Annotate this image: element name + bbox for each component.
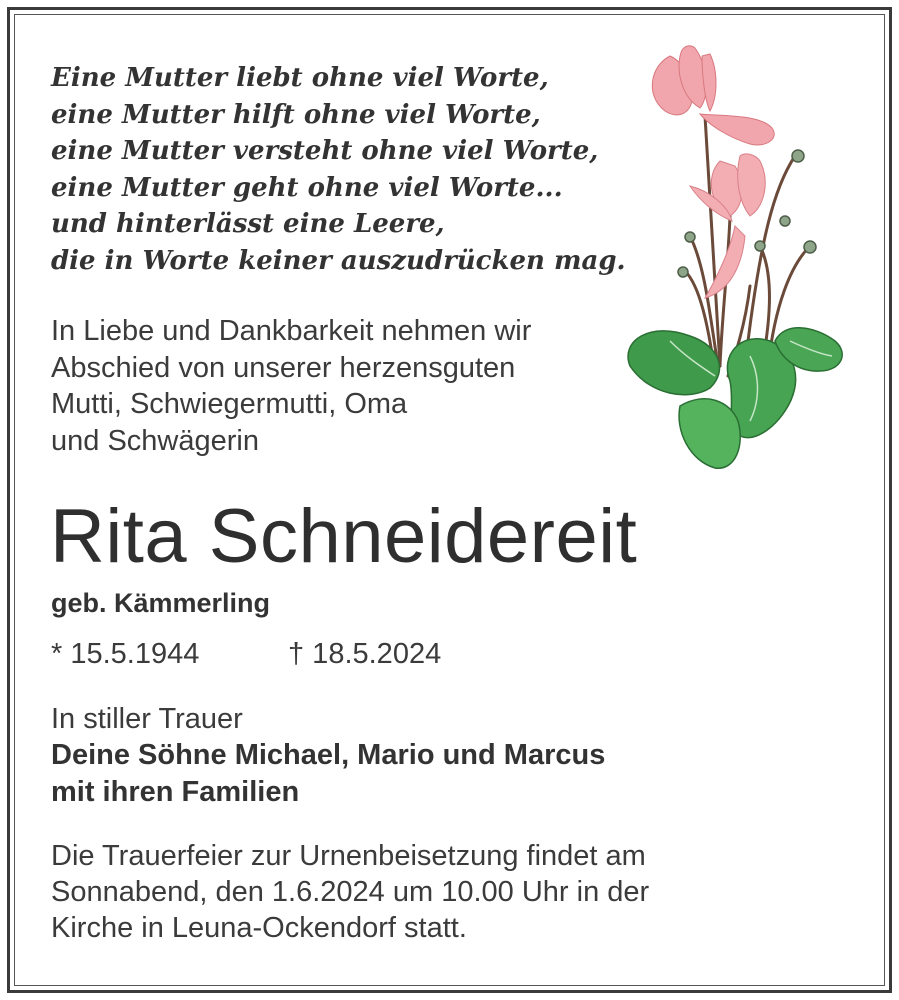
mourning-intro — [51, 701, 243, 737]
life-dates — [51, 634, 442, 674]
intro-line: In Liebe und Dankbarkeit nehmen wir — [51, 315, 532, 347]
poem — [51, 60, 626, 280]
poem-line: die in Worte keiner auszudrücken mag. — [51, 245, 626, 276]
intro-line: und Schwägerin — [51, 424, 259, 457]
mourners — [51, 737, 605, 811]
poem-line: eine Mutter hilft ohne viel Worte, — [51, 99, 541, 130]
poem-line: eine Mutter versteht ohne viel Worte, — [51, 136, 599, 167]
poem-line: eine Mutter geht ohne viel Worte... — [51, 172, 563, 203]
intro-line: Abschied von unserer herzensguten — [51, 351, 516, 384]
mourners-line: mit ihren Familien — [51, 776, 300, 808]
poem-line: und hinterlässt eine Leere, — [51, 209, 445, 240]
death-date: † 18.5.2024 — [288, 638, 442, 670]
mourning-intro-text: In stiller Trauer — [51, 703, 243, 735]
mourners-line: Deine Söhne Michael, Mario und Marcus — [51, 739, 606, 771]
birth-date: * 15.5.1944 — [51, 638, 200, 670]
service-line: Kirche in Leuna-Ockendorf statt. — [51, 912, 467, 945]
service-line: Sonnabend, den 1.6.2024 um 10.00 Uhr in der — [51, 876, 650, 909]
poem-line: Eine Mutter liebt ohne viel Worte, — [51, 63, 549, 93]
deceased-name: Rita Schneidereit — [50, 494, 638, 579]
intro-text — [51, 313, 531, 459]
intro-line: Mutti, Schwiegermutti, Oma — [51, 388, 408, 420]
birth-name: geb. Kämmerling — [51, 588, 271, 618]
funeral-service-info — [51, 838, 649, 947]
cyclamen-flower-icon — [610, 36, 855, 486]
service-line: Die Trauerfeier zur Urnenbeisetzung findet am — [51, 840, 646, 872]
